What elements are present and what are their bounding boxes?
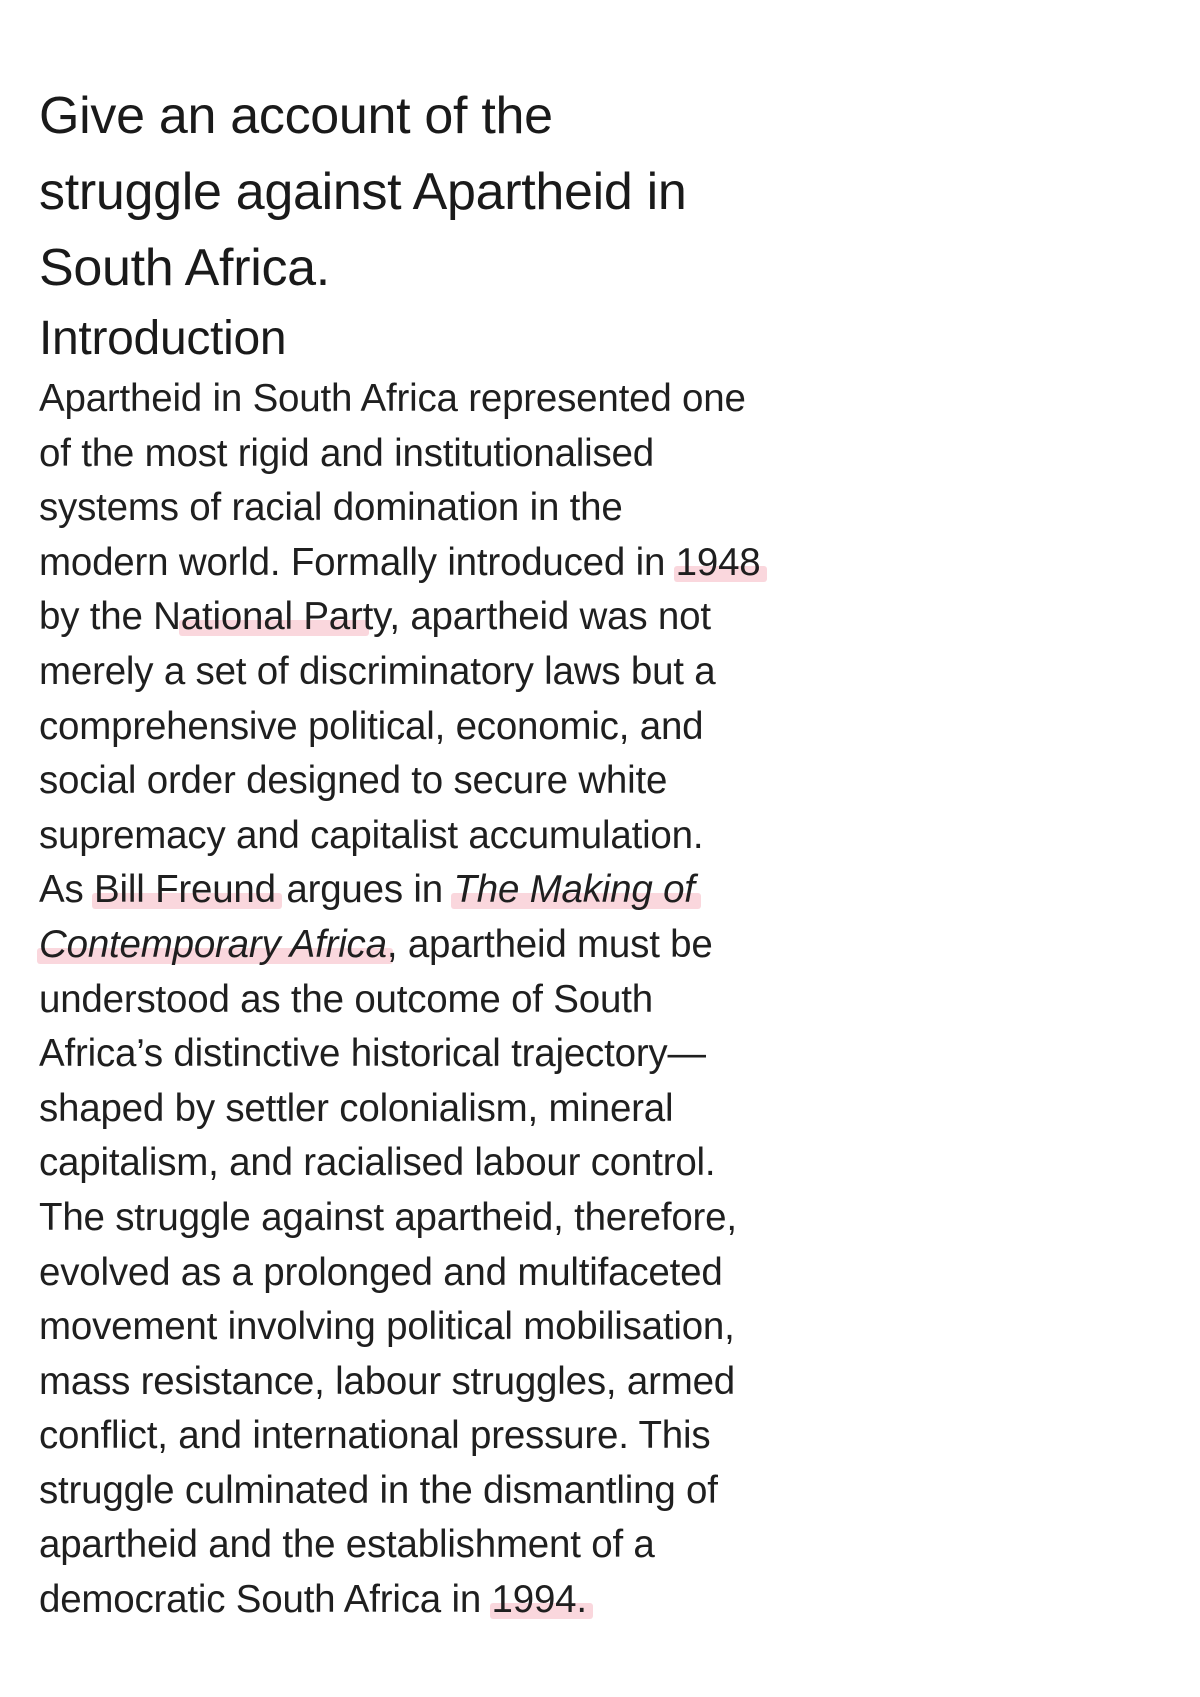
section-heading: Introduction: [39, 312, 287, 365]
paragraph-line: mass resistance, labour struggles, armed: [39, 1359, 735, 1403]
paragraph-line: The struggle against apartheid, therefore,: [39, 1195, 737, 1239]
highlight-bill-freund: Bill Freund: [94, 868, 276, 912]
text-segment: As: [39, 868, 95, 912]
paragraph-line: of the most rigid and institutionalised: [39, 431, 654, 475]
paragraph-line: movement involving political mobilisation,: [39, 1305, 735, 1349]
intro-paragraph: [39, 372, 839, 1628]
paragraph-line: [39, 536, 839, 591]
text-segment: , apartheid must be: [386, 922, 713, 966]
paragraph-line: [39, 863, 839, 918]
text-segment: democratic South Africa in: [39, 1578, 492, 1622]
highlight-book-title: Contemporary Africa: [39, 922, 387, 966]
paragraph-line: shaped by settler colonialism, mineral: [39, 1086, 674, 1130]
text-segment: ty, apartheid was not: [362, 595, 711, 639]
paragraph-line: Africa’s distinctive historical trajectory—: [39, 1032, 706, 1076]
paragraph-line: comprehensive political, economic, and: [39, 704, 704, 748]
highlight-1994: 1994.: [491, 1578, 587, 1622]
document-page: [39, 78, 839, 1628]
paragraph-line: [39, 1573, 839, 1628]
text-segment: argues in: [275, 868, 454, 912]
text-segment: modern world. Formally introduced in: [39, 540, 676, 584]
title-line: struggle against Apartheid in: [39, 163, 687, 221]
highlight-1948: 1948: [675, 540, 761, 584]
paragraph-line: evolved as a prolonged and multifaceted: [39, 1250, 723, 1294]
title-line: Give an account of the: [39, 87, 553, 145]
paragraph-line: merely a set of discriminatory laws but a: [39, 649, 716, 693]
highlight-book-title: The Making of: [453, 868, 695, 912]
paragraph-line: social order designed to secure white: [39, 759, 668, 803]
text-segment: by the N: [39, 595, 181, 639]
paragraph-line: [39, 590, 839, 645]
paragraph-line: supremacy and capitalist accumulation.: [39, 813, 704, 857]
paragraph-line: apartheid and the establishment of a: [39, 1523, 655, 1567]
paragraph-line: [39, 918, 839, 973]
paragraph-line: capitalism, and racialised labour control.: [39, 1141, 716, 1185]
paragraph-line: systems of racial domination in the: [39, 486, 623, 530]
paragraph-line: struggle culminated in the dismantling of: [39, 1468, 718, 1512]
highlight-national-party: ational Par: [180, 595, 363, 639]
paragraph-line: conflict, and international pressure. This: [39, 1414, 711, 1458]
title-line: South Africa.: [39, 239, 330, 297]
document-title: [39, 78, 839, 306]
paragraph-line: Apartheid in South Africa represented one: [39, 377, 746, 420]
paragraph-line: understood as the outcome of South: [39, 977, 653, 1021]
